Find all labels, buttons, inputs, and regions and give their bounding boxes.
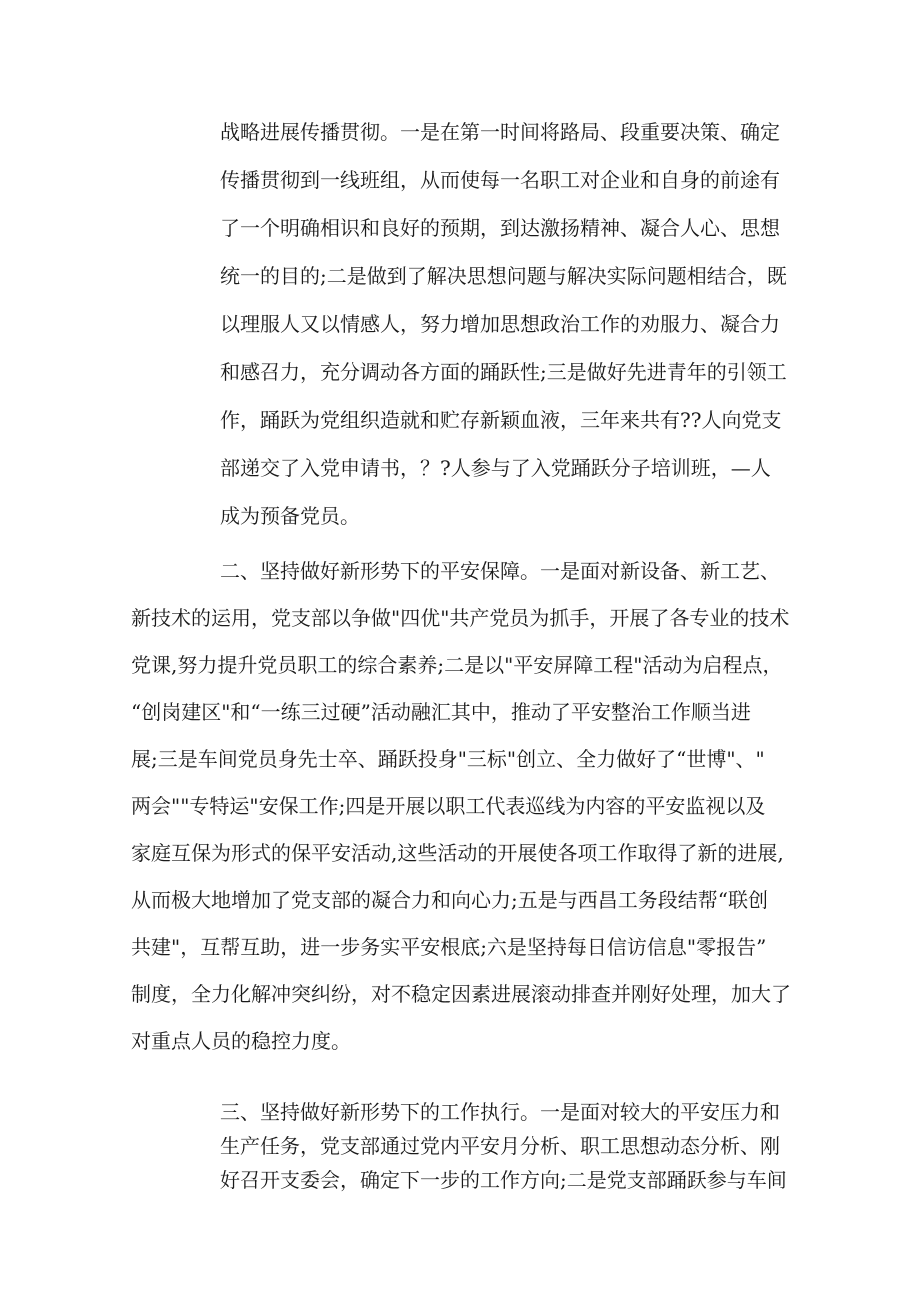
- paragraph-line: 家庭互保为形式的保平安活动,这些活动的开展使各项工作取得了新的进展,: [131, 841, 784, 865]
- paragraph-line: 了一个明确相识和良好的预期，到达激扬精神、凝合人心、思想: [220, 216, 780, 240]
- paragraph-line: 以理服人又以情感人，努力增加思想政治工作的劝服力、凝合力: [220, 312, 780, 336]
- paragraph-line: 党课,努力提升党员职工的综合素养;二是以"平安屏障工程"活动为启程点，: [131, 653, 783, 677]
- paragraph-line: 展;三是车间党员身先士卒、踊跃投身"三标"创立、全力做好了“世博"、": [131, 747, 765, 771]
- paragraph-line: 两会""专特运"安保工作;四是开展以职工代表巡线为内容的平安监视以及: [131, 794, 766, 818]
- paragraph-line: 好召开支委会，确定下一步的工作方向;二是党支部踊跃参与车间: [220, 1168, 787, 1192]
- paragraph-line: “创岗建区"和“一练三过硬”活动融汇其中，推动了平安整治工作顺当进: [131, 700, 751, 724]
- paragraph-line: 制度，全力化解冲突纠纷，对不稳定因素进展滚动排查并刚好处理，加大了: [131, 982, 791, 1006]
- paragraph-line: 共建"，互帮互助，进一步务实平安根底;六是坚持每日信访信息"零报告”: [131, 935, 767, 959]
- paragraph-line: 传播贯彻到一线班组，从而使每一名职工对企业和自身的前途有: [220, 168, 780, 192]
- paragraph-line: 战略进展传播贯彻。一是在第一时间将路局、段重要决策、确定: [220, 120, 780, 144]
- paragraph-line: 二、坚持做好新形势下的平安保障。一是面对新设备、新工艺、: [220, 559, 780, 583]
- paragraph-line: 成为预备党员。: [220, 504, 360, 528]
- paragraph-line: 和感召力，充分调动各方面的踊跃性;三是做好先进青年的引领工: [220, 360, 787, 384]
- paragraph-line: 生产任务，党支部通过党内平安月分析、职工思想动态分析、刚: [220, 1134, 780, 1158]
- paragraph-line: 对重点人员的稳控力度。: [131, 1029, 351, 1053]
- paragraph-line: 作，踊跃为党组织造就和贮存新颖血液，三年来共有??人向党支: [220, 408, 782, 432]
- paragraph-line: 从而极大地增加了党支部的凝合力和向心力;五是与西昌工务段结帮“联创: [131, 888, 768, 912]
- paragraph-line: 三、坚持做好新形势下的工作执行。一是面对较大的平安压力和: [220, 1100, 780, 1124]
- paragraph-line: 统一的目的;二是做到了解决思想问题与解决实际问题相结合，既: [220, 264, 787, 288]
- paragraph-line: 部递交了入党申请书，？?人参与了入党踊跃分子培训班，—人: [220, 456, 771, 480]
- paragraph-line: 新技术的运用，党支部以争做"四优"共产党员为抓手，开展了各专业的技术: [131, 606, 790, 630]
